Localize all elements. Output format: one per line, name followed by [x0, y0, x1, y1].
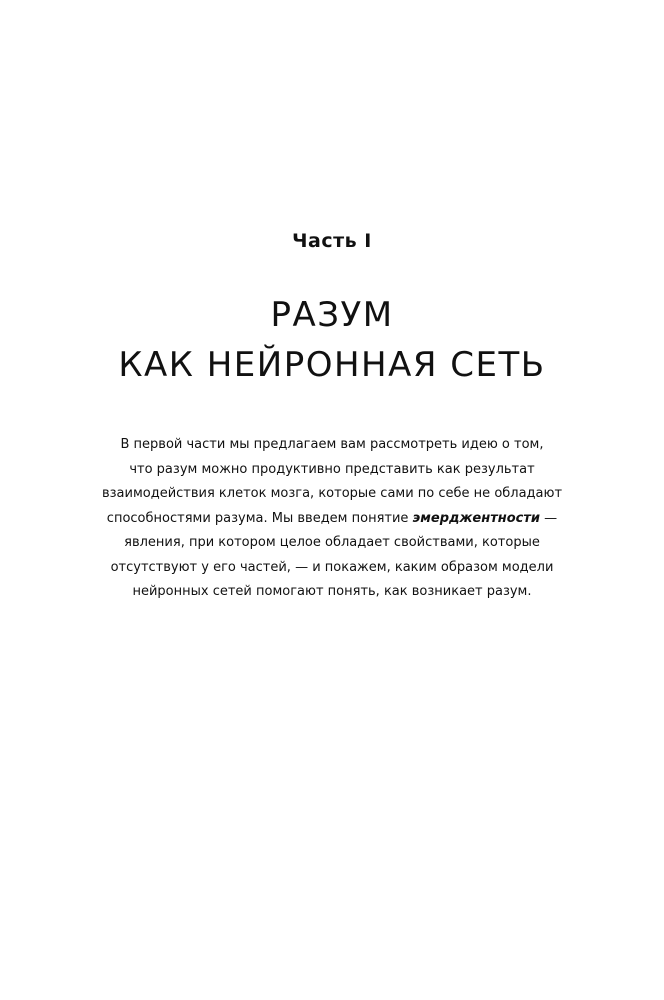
intro-line-4-start: способностями разума. Мы введем понятие	[106, 510, 413, 526]
intro-line-2: что разум можно продуктивно представить как результат	[129, 461, 535, 477]
part-title	[0, 290, 664, 390]
intro-line-3: взаимодействия клеток мозга, которые сами по себе не обладают	[101, 486, 563, 501]
intro-line-4	[82, 507, 582, 532]
intro-line-1: В первой части мы предлагаем вам рассмотреть идею о том,	[120, 437, 544, 452]
intro-line-7: нейронных сетей помогают понять, как возникает разум.	[132, 584, 532, 599]
intro-line-4-end: —	[540, 510, 558, 526]
intro-line-5: явления, при котором целое обладает свойствами, которые	[124, 535, 540, 550]
part-title-line-1: РАЗУМ	[270, 295, 394, 335]
part-title-line-2: КАК НЕЙРОННАЯ СЕТЬ	[118, 345, 546, 385]
part-label: Часть I	[292, 230, 372, 252]
emphasized-term: эмерджентности	[412, 510, 541, 526]
part-intro-paragraph	[82, 433, 582, 605]
intro-line-6: отсутствуют у его частей, — и покажем, каким образом модели	[110, 559, 554, 575]
